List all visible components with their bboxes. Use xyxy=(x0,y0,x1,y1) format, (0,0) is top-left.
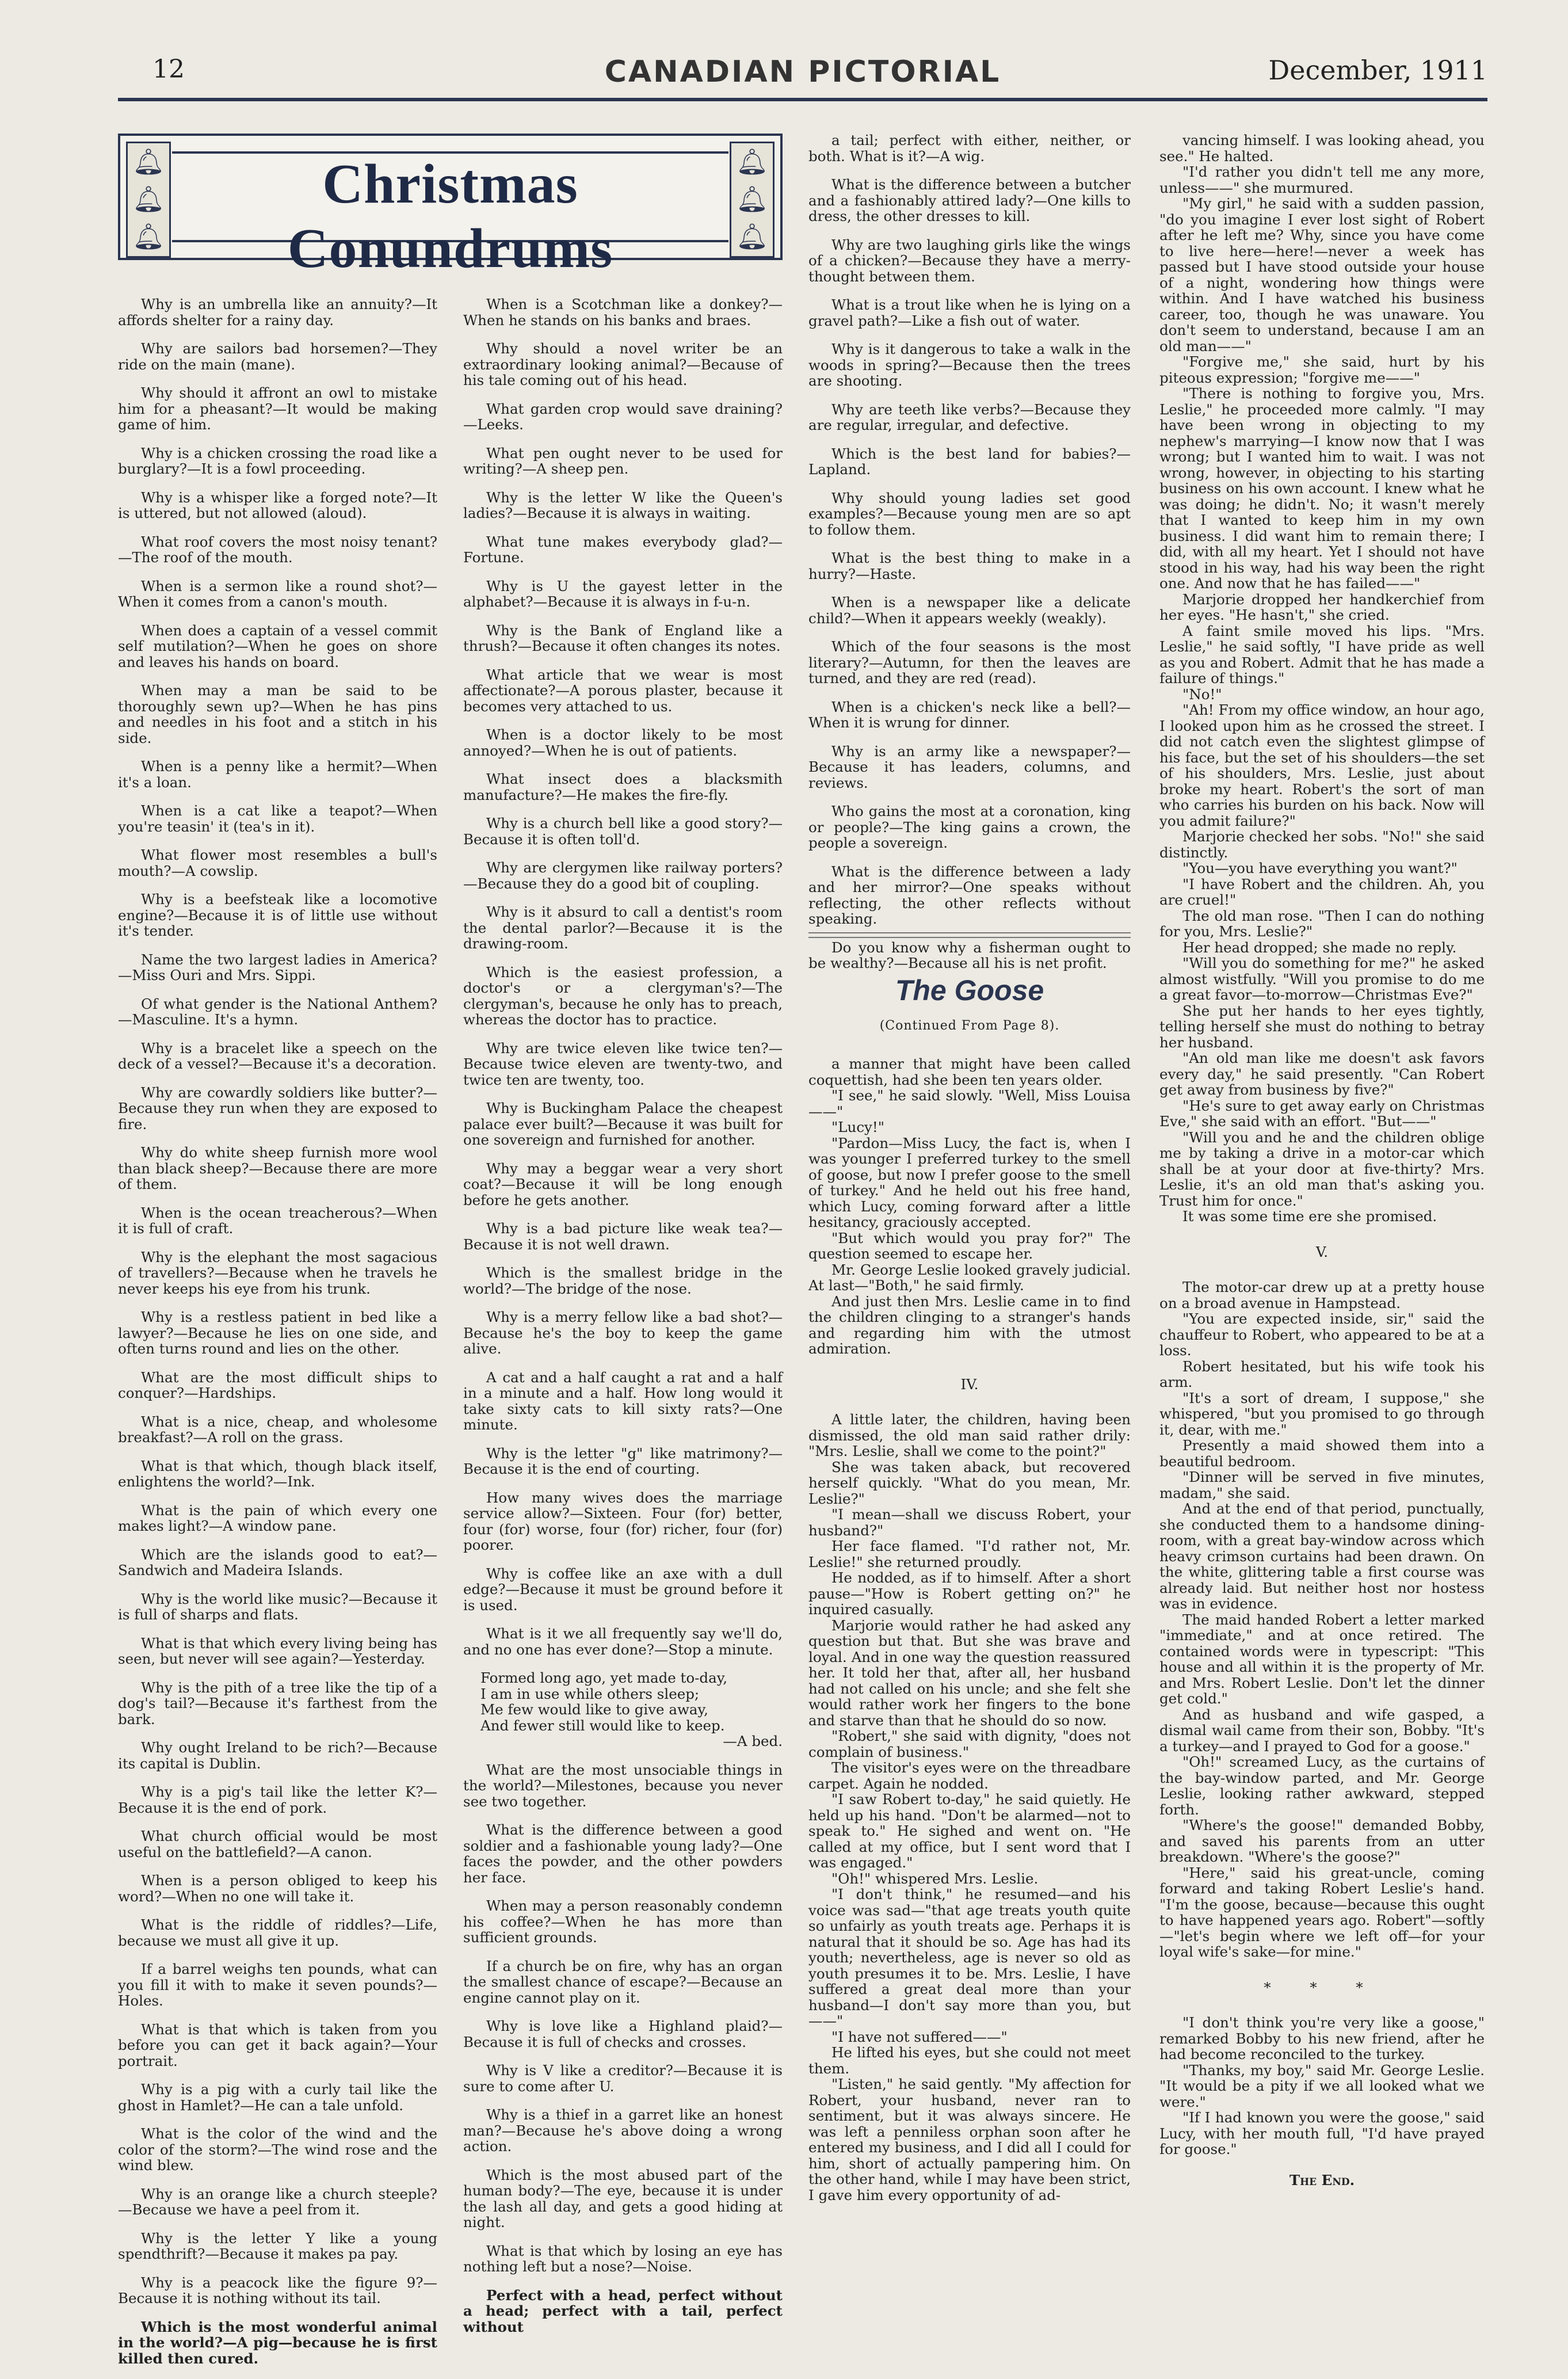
story-paragraph: "My girl," he said with a sudden passion, "do you imagine I ever lost sight of Robert after he left me? Why, since you have come to live here—here!—never a week has passed but I have stood outside your house of a night, wondering how things were within. And I have watched his business career, too, though he was unaware. You don't seem to understand, because I am an old man——" xyxy=(1159,195,1485,354)
conundrum: Why is an umbrella like an annuity?—It affords shelter for a rainy day. xyxy=(118,296,437,329)
poem-answer: —A bed. xyxy=(723,1733,783,1749)
conundrum: When may a man be said to be thoroughly sewn up?—When he has pins and needles in his foot and a stitch in his side. xyxy=(118,682,437,746)
conundrum: Why are twice eleven like twice ten?—Because twice eleven are twenty-two, and twice ten are twenty, too. xyxy=(463,1039,783,1088)
story-paragraph: "I have Robert and the children. Ah, you are cruel!" xyxy=(1159,875,1485,908)
story-paragraph: Marjorie checked her sobs. "No!" she said distinctly. xyxy=(1159,828,1485,861)
conundrum: What is a trout like when he is lying on a gravel path?—Like a fish out of water. xyxy=(808,296,1131,329)
story-paragraph: Presently a maid showed them into a beautiful bedroom. xyxy=(1159,1437,1485,1470)
continued-note: (Continued From Page 8). xyxy=(879,1019,1060,1033)
bells-ornament-right xyxy=(730,142,775,258)
story-paragraph: Her head dropped; she made no reply. xyxy=(1182,939,1457,956)
story-paragraph: "Ah! From my office window, an hour ago, I looked upon him as he crossed the street. I did not catch even the slightest glimpse of his face, but the set of his shoulders—the set of his shoulders, Mrs. Leslie, just about broke my heart. Robert's the sort of man who carries his burden on his back. Now will you admit failure?" xyxy=(1159,702,1485,829)
section-break-stars: * * * xyxy=(1264,1978,1380,1996)
conundrum: When is a doctor likely to be most annoyed?—When he is out of patients. xyxy=(463,726,783,759)
story-paragraph: Marjorie dropped her handkerchief from her eyes. "He hasn't," she cried. xyxy=(1159,590,1485,623)
conundrum: How many wives does the marriage service allow?—Sixteen. Four (for) better, four (for) worse, four (for) richer, four (for) poorer. xyxy=(463,1489,783,1553)
conundrum: When is a penny like a hermit?—When it's a loan. xyxy=(118,758,437,791)
story-paragraph: "He's sure to get away early on Christmas Eve," she said with an effort. "But——" xyxy=(1159,1097,1485,1130)
story-column-4 xyxy=(1159,132,1485,2188)
story-paragraph: And at the end of that period, punctually, she conducted them to a handsome dining-room, with a great bay-window across which heavy crimson curtains had been drawn. On the white, glittering table a first course was already laid. But neither host nor hostess was in evidence. xyxy=(1159,1500,1485,1612)
bell-icon: 🔔︎ xyxy=(736,185,768,214)
conundrum: Why is a restless patient in bed like a lawyer?—Because he lies on one side, and often turns round and lies on the other. xyxy=(118,1309,437,1357)
story-paragraph: "Where's the goose!" demanded Bobby, and saved his parents from an utter breakdown. "Where's the goose?" xyxy=(1159,1817,1485,1865)
conundrum: What insect does a blacksmith manufacture?—He makes the fire-fly. xyxy=(463,771,783,803)
conundrum: Do you know why a fisherman ought to be wealthy?—Because all his is net profit. xyxy=(808,939,1131,971)
story-paragraph: "You—you have everything you want?" xyxy=(1182,860,1458,876)
section-number: IV. xyxy=(960,1375,979,1393)
conundrum: When is a Scotchman like a donkey?—When he stands on his banks and braes. xyxy=(463,296,783,329)
story-paragraph: He lifted his eyes, but she could not meet them. xyxy=(808,2044,1131,2077)
conundrum: Why is a whisper like a forged note?—It is uttered, but not allowed (aloud). xyxy=(118,489,437,521)
story-paragraph: "I'd rather you didn't tell me any more, unless——" she murmured. xyxy=(1159,163,1485,196)
conundrum: What is the riddle of riddles?—Life, because we must all give it up. xyxy=(118,1916,437,1949)
conundrum: What are the most unsociable things in the world?—Milestones, because you never see two together. xyxy=(463,1761,783,1810)
conundrum: What is that which by losing an eye has nothing left but a nose?—Noise. xyxy=(463,2242,783,2275)
conundrums-banner xyxy=(118,134,783,280)
conundrum: Why may a beggar wear a very short coat?—Because it will be long enough before he gets another. xyxy=(463,1160,783,1208)
story-paragraph: "I don't think you're very like a goose," remarked Bobby to his new friend, after he had become reconciled to the turkey. xyxy=(1159,2014,1485,2062)
conundrum: When is the ocean treacherous?—When it is full of craft. xyxy=(118,1204,437,1237)
story-paragraph: "Pardon—Miss Lucy, the fact is, when I was younger I preferred turkey to the smell of goose, but now I prefer goose to the smell of turkey." And he held out his free hand, which Lucy, coming forward after a little hesitancy, graciously accepted. xyxy=(808,1134,1131,1230)
story-paragraph: "Oh!" screamed Lucy, as the curtains of the bay-window parted, and Mr. George Leslie, looking rather awkward, stepped forth. xyxy=(1159,1753,1485,1818)
conundrum: a tail; perfect with either, neither, or both. What is it?—A wig. xyxy=(808,132,1131,165)
conundrum: What is the difference between a lady and her mirror?—One speaks without reflecting, the other reflects without speaking. xyxy=(808,863,1131,927)
poem-line: And fewer still would like to keep. xyxy=(480,1717,725,1734)
conundrum: What roof covers the most noisy tenant?—The roof of the mouth. xyxy=(118,533,437,566)
conundrum: What church official would be most useful on the battlefield?—A canon. xyxy=(118,1828,437,1860)
conundrum: Why are two laughing girls like the wings of a chicken?—Because they have a merry-thought between them. xyxy=(808,236,1131,285)
conundrum: Why should young ladies set good examples?—Because young men are so apt to follow them. xyxy=(808,489,1131,538)
conundrum: Why is Buckingham Palace the cheapest palace ever built?—Because it was built for one sovereign and furnished for another. xyxy=(463,1100,783,1148)
conundrum: Why is a merry fellow like a bad shot?—Because he's the boy to keep the game alive. xyxy=(463,1309,783,1357)
conundrum: When does a captain of a vessel commit self mutilation?—When he goes on shore and leaves his hands on board. xyxy=(118,622,437,670)
conundrum: When is a person obliged to keep his word?—When no one will take it. xyxy=(118,1872,437,1905)
conundrum: What is a nice, cheap, and wholesome breakfast?—A roll on the grass. xyxy=(118,1413,437,1446)
conundrum: Why are teeth like verbs?—Because they are regular, irregular, and defective. xyxy=(808,401,1131,433)
bell-icon: 🔔︎ xyxy=(132,222,165,251)
story-paragraph: "I have not suffered——" xyxy=(831,2028,1008,2045)
story-paragraph: "Lucy!" xyxy=(831,1119,884,1135)
conundrum: Why is the world like music?—Because it is full of sharps and flats. xyxy=(118,1590,437,1623)
conundrum: What are the most difficult ships to conquer?—Hardships. xyxy=(118,1368,437,1401)
bell-icon: 🔔︎ xyxy=(132,147,165,177)
poem-line: I am in use while others sleep; xyxy=(480,1685,700,1702)
bell-icon: 🔔︎ xyxy=(736,147,768,177)
story-paragraph: "I mean—shall we discuss Robert, your husband?" xyxy=(808,1506,1131,1539)
conundrum: If a church be on fire, why has an organ the smallest chance of escape?—Because an engine cannot play on it. xyxy=(463,1957,783,2006)
story-paragraph: "Robert," she said with dignity, "does not complain of business." xyxy=(808,1728,1131,1760)
magazine-title: CANADIAN PICTORIAL xyxy=(604,55,1001,89)
conundrum: Of what gender is the National Anthem?—Masculine. It's a hymn. xyxy=(118,995,437,1028)
story-paragraph: vancing himself. I was looking ahead, you see." He halted. xyxy=(1159,132,1485,165)
conundrum: What garden crop would save draining?—Leeks. xyxy=(463,400,783,433)
story-paragraph: He nodded, as if to himself. After a short pause—"How is Robert getting on?" he inquired casually. xyxy=(808,1569,1131,1618)
conundrum: What article that we wear is most affectionate?—A porous plaster, because it becomes very attached to us. xyxy=(463,666,783,715)
header-rule xyxy=(118,98,1487,101)
poem-line: Formed long ago, yet made to-day, xyxy=(480,1669,728,1686)
conundrum: Why is the elephant the most sagacious of travellers?—Because when he travels he never keeps his eye from his trunk. xyxy=(118,1248,437,1297)
article-title: Christmas Conundrums xyxy=(287,153,613,280)
conundrum: Who gains the most at a coronation, king or people?—The king gains a crown, the people a sovereign. xyxy=(808,803,1131,851)
conundrum: Perfect with a head, perfect without a head; perfect with a tail, perfect without xyxy=(463,2286,783,2335)
conundrum: When is a newspaper like a delicate child?—When it appears weekly (weakly). xyxy=(808,594,1131,627)
bells-ornament-left xyxy=(126,142,171,258)
conundrum: Name the two largest ladies in America?—Miss Ouri and Mrs. Sippi. xyxy=(118,951,437,983)
story-paragraph: "Oh!" whispered Mrs. Leslie. xyxy=(831,1870,1039,1887)
conundrum: Why is a bracelet like a speech on the deck of a vessel?—Because it's a decoration. xyxy=(118,1039,437,1072)
conundrum: Why should a novel writer be an extraordinary looking animal?—Because of his tale coming out of his head. xyxy=(463,340,783,388)
conundrum: When is a sermon like a round shot?—When it comes from a canon's mouth. xyxy=(118,577,437,610)
story-paragraph: "There is nothing to forgive you, Mrs. Leslie," he proceeded more calmly. "I may have been wrong in objecting to my nephew's marrying—I know now that I was wrong; but I wanted him to wait. I was not wrong, however, in objecting to his starting business on his own account. I knew what he was doing; he didn't. No; it wasn't merely that I wanted to keep him in my own business. I did want him to remain there; I did, with all my heart. Yet I should not have stood in his way, had his way been the right one. And now that he has failed——" xyxy=(1159,385,1485,592)
story-paragraph: "But which would you pray for?" The question seemed to escape her. xyxy=(808,1229,1131,1262)
conundrum: Why do white sheep furnish more wool than black sheep?—Because there are more of them. xyxy=(118,1144,437,1192)
conundrum: Why is a pig with a curly tail like the ghost in Hamlet?—He can a tale unfold. xyxy=(118,2081,437,2114)
conundrum: Why is a chicken crossing the road like a burglary?—It is a fowl proceeding. xyxy=(118,444,437,477)
conundrum: Why is the pith of a tree like the tip of a dog's tail?—Because it's farthest from the bark. xyxy=(118,1679,437,1728)
conundrum: What pen ought never to be used for writing?—A sheep pen. xyxy=(463,444,783,477)
story-paragraph: "Listen," he said gently. "My affection for Robert, your husband, never ran to sentiment, but it was always sincere. He was left a penniless orphan soon after he entered my business, and I did all I could for him, short of actually pampering him. On the other hand, while I may have been strict, I gave him every opportunity of ad- xyxy=(808,2076,1131,2203)
bell-icon: 🔔︎ xyxy=(736,222,768,251)
conundrum: Which is the most abused part of the human body?—The eye, because it is under the lash all day, and gets a good hiding at night. xyxy=(463,2166,783,2231)
conundrum: Why is it absurd to call a dentist's room the dental parlor?—Because it is the drawing-room. xyxy=(463,903,783,952)
story-paragraph: "I see," he said slowly. "Well, Miss Louisa——" xyxy=(808,1087,1131,1120)
conundrum: Why is a peacock like the figure 9?—Because it is nothing without its tail. xyxy=(118,2274,437,2306)
conundrums-column-3 xyxy=(808,132,1131,984)
conundrum: Why is the letter "g" like matrimony?—Because it is the end of courting. xyxy=(463,1444,783,1477)
conundrum: If a barrel weighs ten pounds, what can you fill it with to make it seven pounds?—Holes. xyxy=(118,1961,437,2009)
story-paragraph: A faint smile moved his lips. "Mrs. Leslie," he said softly, "I have pride as well as you and Robert. Admit that he has made a failure of things." xyxy=(1159,622,1485,687)
story-column-3 xyxy=(808,1056,1131,2203)
story-paragraph: "An old man like me doesn't ask favors every day," he said presently. "Can Robert get away from business by five?" xyxy=(1159,1050,1485,1098)
story-paragraph: Mr. George Leslie looked gravely judicial. At last—"Both," he said firmly. xyxy=(808,1261,1131,1294)
story-paragraph: She put her hands to her eyes tightly, telling herself she must do nothing to betray her husband. xyxy=(1159,1002,1485,1051)
conundrum: What is the difference between a butcher and a fashionably attired lady?—One kills to dress, the other dresses to kill. xyxy=(808,176,1131,224)
conundrum: When is a chicken's neck like a bell?—When it is wrung for dinner. xyxy=(808,698,1131,731)
conundrum: Why is a pig's tail like the letter K?—Because it is the end of pork. xyxy=(118,1783,437,1816)
story-paragraph: "Forgive me," she said, hurt by his piteous expression; "forgive me——" xyxy=(1159,353,1485,386)
conundrum: What is that which, though black itself, enlightens the world?—Ink. xyxy=(118,1457,437,1490)
conundrum: Why is V like a creditor?—Because it is sure to come after U. xyxy=(463,2062,783,2095)
story-paragraph: Robert hesitated, but his wife took his arm. xyxy=(1159,1358,1485,1390)
conundrum: When is a cat like a teapot?—When you're teasin' it (tea's in it). xyxy=(118,802,437,835)
story-paragraph: "Here," said his great-uncle, coming forward and taking Robert Leslie's hand. "I'm the goose, because—because this ought to have happened years ago. Robert"—softly—"let's begin where we left off—for your loyal wife's sake—for mine." xyxy=(1159,1864,1485,1960)
story-paragraph: Her face flamed. "I'd rather not, Mr. Leslie!" she returned proudly. xyxy=(808,1538,1131,1570)
story-paragraph: Marjorie would rather he had asked any question but that. But she was brave and loyal. And in one way the question reassured her. It told her that, after all, her husband had not called on his uncle; and she felt she would rather work her fingers to the bone and starve than that he should do so now. xyxy=(808,1616,1131,1729)
conundrum: Why are clergymen like railway porters?—Because they do a good bit of coupling. xyxy=(463,859,783,892)
conundrum: Why is the letter Y like a young spendthrift?—Because it makes pa pay. xyxy=(118,2229,437,2262)
conundrum: Why is U the gayest letter in the alphabet?—Because it is always in f-u-n. xyxy=(463,577,783,610)
story-paragraph: A little later, the children, having been dismissed, the old man said rather drily: "Mrs. Leslie, shall we come to the point?" xyxy=(808,1411,1131,1459)
conundrum: What is the pain of which every one makes light?—A window pane. xyxy=(118,1501,437,1534)
conundrum: Why are sailors bad horsemen?—They ride on the main (mane). xyxy=(118,340,437,373)
conundrum: Why ought Ireland to be rich?—Because its capital is Dublin. xyxy=(118,1739,437,1772)
the-end: The End. xyxy=(1289,2171,1355,2189)
story-paragraph: And just then Mrs. Leslie came in to find the children clinging to a stranger's hands and regarding him with the utmost admiration. xyxy=(808,1293,1131,1357)
conundrum: A cat and a half caught a rat and a half in a minute and a half. How long would it take sixty cats to kill sixty rats?—One minute. xyxy=(463,1368,783,1433)
page-number: 12 xyxy=(152,55,185,84)
conundrum: Why is an orange like a church steeple?—Because we have a peel from it. xyxy=(118,2185,437,2218)
conundrum: Why is a beefsteak like a locomotive engine?—Because it is of little use without it's tender. xyxy=(118,891,437,939)
conundrum: Why should it affront an owl to mistake him for a pheasant?—It would be making game of him. xyxy=(118,384,437,433)
story-paragraph: a manner that might have been called coquettish, had she been ten years older. xyxy=(808,1055,1131,1088)
conundrum: Why are cowardly soldiers like butter?—Because they run when they are exposed to fire. xyxy=(118,1084,437,1133)
story-paragraph: "I saw Robert to-day," he said quietly. He held up his hand. "Don't be alarmed—not to speak to." He sighed and went on. "He called at my office, but I sent word that I was engaged." xyxy=(808,1791,1131,1871)
story-paragraph: "Will you do something for me?" he asked almost wistfully. "Will you promise to do me a great favor—to-morrow—Christmas Eve?" xyxy=(1159,955,1485,1003)
conundrum: Why is coffee like an axe with a dull edge?—Because it must be ground before it is used. xyxy=(463,1565,783,1614)
issue-date: December, 1911 xyxy=(1268,55,1487,86)
masthead xyxy=(118,55,1487,95)
story-paragraph: The old man rose. "Then I can do nothing for you, Mrs. Leslie?" xyxy=(1159,907,1485,940)
story-paragraph: It was some time ere she promised. xyxy=(1182,1208,1437,1225)
conundrum: Why is a church bell like a good story?—Because it is often toll'd. xyxy=(463,815,783,848)
story-paragraph: "You are expected inside, sir," said the chauffeur to Robert, who appeared to be at a loss. xyxy=(1159,1310,1485,1359)
conundrum: Which is the best land for babies?—Lapland. xyxy=(808,445,1131,478)
conundrum: Why is an army like a newspaper?—Because it has leaders, columns, and reviews. xyxy=(808,742,1131,791)
section-divider xyxy=(808,932,1131,938)
conundrum: What flower most resembles a bull's mouth?—A cowslip. xyxy=(118,847,437,879)
story-paragraph: The motor-car drew up at a pretty house on a broad avenue in Hampstead. xyxy=(1159,1279,1485,1312)
poem-line: Me few would like to give away, xyxy=(480,1701,708,1718)
conundrum: Why is the Bank of England like a thrush?—Because it often changes its notes. xyxy=(463,622,783,654)
conundrum: What is the best thing to make in a hurry?—Haste. xyxy=(808,550,1131,582)
conundrum: Which are the islands good to eat?—Sandwich and Madeira Islands. xyxy=(118,1546,437,1579)
story-paragraph: "No!" xyxy=(1182,685,1222,703)
conundrum: When may a person reasonably condemn his coffee?—When he has more than sufficient grounds. xyxy=(463,1897,783,1946)
conundrum: Which is the easiest profession, a doctor's or a clergyman's?—The clergyman's, because he only has to preach, whereas the doctor has to practice. xyxy=(463,963,783,1028)
conundrum: What is that which is taken from you before you can get it back again?—Your portrait. xyxy=(118,2020,437,2069)
conundrum: Why is it dangerous to take a walk in the woods in spring?—Because then the trees are shooting. xyxy=(808,341,1131,389)
story-paragraph: The visitor's eyes were on the threadbare carpet. Again he nodded. xyxy=(808,1759,1131,1792)
conundrum: Which is the smallest bridge in the world?—The bridge of the nose. xyxy=(463,1264,783,1297)
story-paragraph: "It's a sort of dream, I suppose," she whispered, "but you promised to go through it, dear, with me." xyxy=(1159,1389,1485,1438)
conundrum: Why is the letter W like the Queen's ladies?—Because it is always in waiting. xyxy=(463,489,783,521)
conundrum: Which is the most wonderful animal in the world?—A pig—because he is first killed then cured. xyxy=(118,2318,437,2367)
section-number: V. xyxy=(1315,1243,1329,1260)
conundrum: What is that which every living being has seen, but never will see again?—Yesterday. xyxy=(118,1634,437,1667)
story-paragraph: "If I had known you were the goose," said Lucy, with her mouth full, "I'd have prayed for goose." xyxy=(1159,2109,1485,2157)
story-title: The Goose xyxy=(895,974,1044,1006)
story-paragraph: She was taken aback, but recovered herself quickly. "What do you mean, Mr. Leslie?" xyxy=(808,1458,1131,1507)
story-paragraph: The maid handed Robert a letter marked "immediate," and at once retired. The contained words were in typescript: "This house and all within it is the property of Mr. and Mrs. Robert Leslie. Don't let the dinner get cold." xyxy=(1159,1611,1485,1707)
conundrum: What tune makes everybody glad?—Fortune. xyxy=(463,533,783,566)
story-paragraph: And as husband and wife gasped, a dismal wail came from their son, Bobby. "It's a turkey—and I prayed to God for a goose." xyxy=(1159,1706,1485,1755)
conundrum: What is the color of the wind and the color of the storm?—The wind rose and the wind blew. xyxy=(118,2125,437,2174)
conundrum: Which of the four seasons is the most literary?—Autumn, for then the leaves are turned, and they are red (read). xyxy=(808,638,1131,687)
story-paragraph: "I don't think," he resumed—and his voice was sad—"that age treats youth quite so unfairly as youth treats age. Perhaps it is natural that it should be so. Age has had its youth; nevertheless, age is never so old as youth presumes it to be. Mrs. Leslie, I have suffered a great deal more than your husband—I don't say more than you, but——" xyxy=(808,1886,1131,2029)
conundrum: Why is a thief in a garret like an honest man?—Because he's above doing a wrong action. xyxy=(463,2106,783,2155)
bell-icon: 🔔︎ xyxy=(132,185,165,214)
conundrum: Why is love like a Highland plaid?—Because it is full of checks and crosses. xyxy=(463,2018,783,2050)
conundrum: Why is a bad picture like weak tea?—Because it is not well drawn. xyxy=(463,1220,783,1253)
conundrum: What is the difference between a good soldier and a fashionable young lady?—One faces the powder, and the other powders her face. xyxy=(463,1821,783,1886)
conundrums-column-2 xyxy=(463,296,783,2347)
story-paragraph: "Thanks, my boy," said Mr. George Leslie. "It would be a pity if we all looked what we were." xyxy=(1159,2061,1485,2110)
story-paragraph: "Will you and he and the children oblige me by taking a drive in a motor-car which shall be at your door at five-thirty? Mrs. Leslie, it's an old man that's asking you. Trust him for once." xyxy=(1159,1128,1485,1209)
conundrum: What is it we all frequently say we'll do, and no one has ever done?—Stop a minute. xyxy=(463,1625,783,1658)
story-paragraph: "Dinner will be served in five minutes, madam," she said. xyxy=(1159,1469,1485,1501)
conundrums-column-1 xyxy=(118,296,437,2379)
